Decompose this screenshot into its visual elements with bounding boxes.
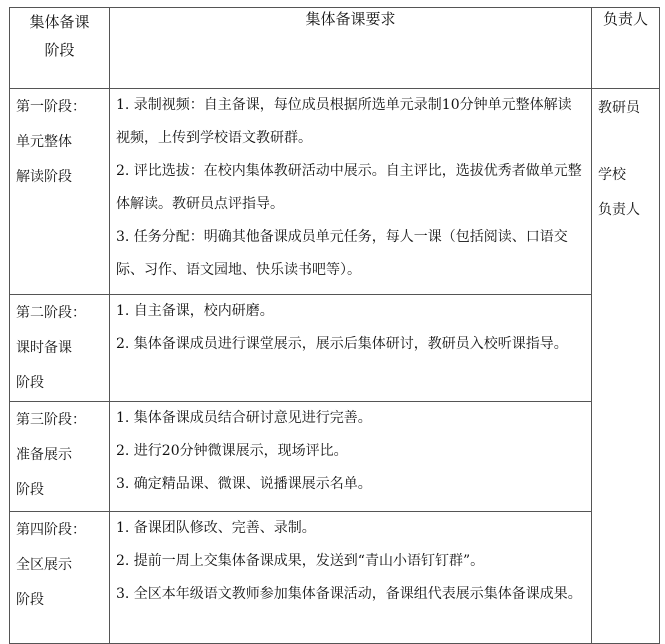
- table-row: [10, 295, 660, 402]
- requirement-item: 3. 任务分配：明确其他备课成员单元任务，每人一课（包括阅读、口语交际、习作、语文园地、快乐读书吧等）。: [116, 229, 568, 278]
- requirement-item: 2. 集体备课成员进行课堂展示，展示后集体研讨，教研员入校听课指导。: [116, 336, 568, 352]
- requirement-item: 2. 提前一周上交集体备课成果，发送到“青山小语钉钉群”。: [116, 553, 485, 569]
- requirement-item: 3. 全区本年级语文教师参加集体备课活动，备课组代表展示集体备课成果。: [116, 586, 582, 602]
- requirement-item: 1. 集体备课成员结合研讨意见进行完善。: [116, 410, 372, 426]
- requirements-cell: [110, 89, 592, 295]
- header-requirements: 集体备课要求: [110, 8, 592, 89]
- requirement-item: 2. 进行20分钟微课展示，现场评比。: [116, 443, 348, 459]
- requirement-item: 2. 评比选拔：在校内集体教研活动中展示。自主评比，选拔优秀者做单元整体解读。教研员点评指导。: [116, 163, 582, 212]
- table-header-row: [10, 8, 660, 89]
- responsible-cell: [592, 89, 660, 644]
- responsible-teacher: 教研员: [598, 100, 640, 116]
- stage-cell: 第四阶段： 全区展示 阶段: [10, 512, 110, 644]
- header-responsible: 负责人: [592, 8, 660, 89]
- requirements-cell: [110, 512, 592, 644]
- stage-cell: 第一阶段： 单元整体 解读阶段: [10, 89, 110, 295]
- requirements-cell: [110, 295, 592, 402]
- responsible-school: 学校 负责人: [598, 167, 640, 218]
- requirements-cell: [110, 402, 592, 512]
- table-row: [10, 402, 660, 512]
- requirement-item: 3. 确定精品课、微课、说播课展示名单。: [116, 476, 372, 492]
- stage-cell: 第三阶段： 准备展示 阶段: [10, 402, 110, 512]
- requirement-item: 1. 录制视频：自主备课，每位成员根据所选单元录制10分钟单元整体解读视频，上传到学校语文教研群。: [116, 97, 572, 146]
- lesson-prep-table: [9, 7, 660, 644]
- requirement-item: 1. 自主备课，校内研磨。: [116, 303, 274, 319]
- header-stage: 集体备课 阶段: [10, 8, 110, 89]
- stage-cell: 第二阶段： 课时备课 阶段: [10, 295, 110, 402]
- table-row: [10, 512, 660, 644]
- requirement-item: 1. 备课团队修改、完善、录制。: [116, 520, 316, 536]
- table-row: [10, 89, 660, 295]
